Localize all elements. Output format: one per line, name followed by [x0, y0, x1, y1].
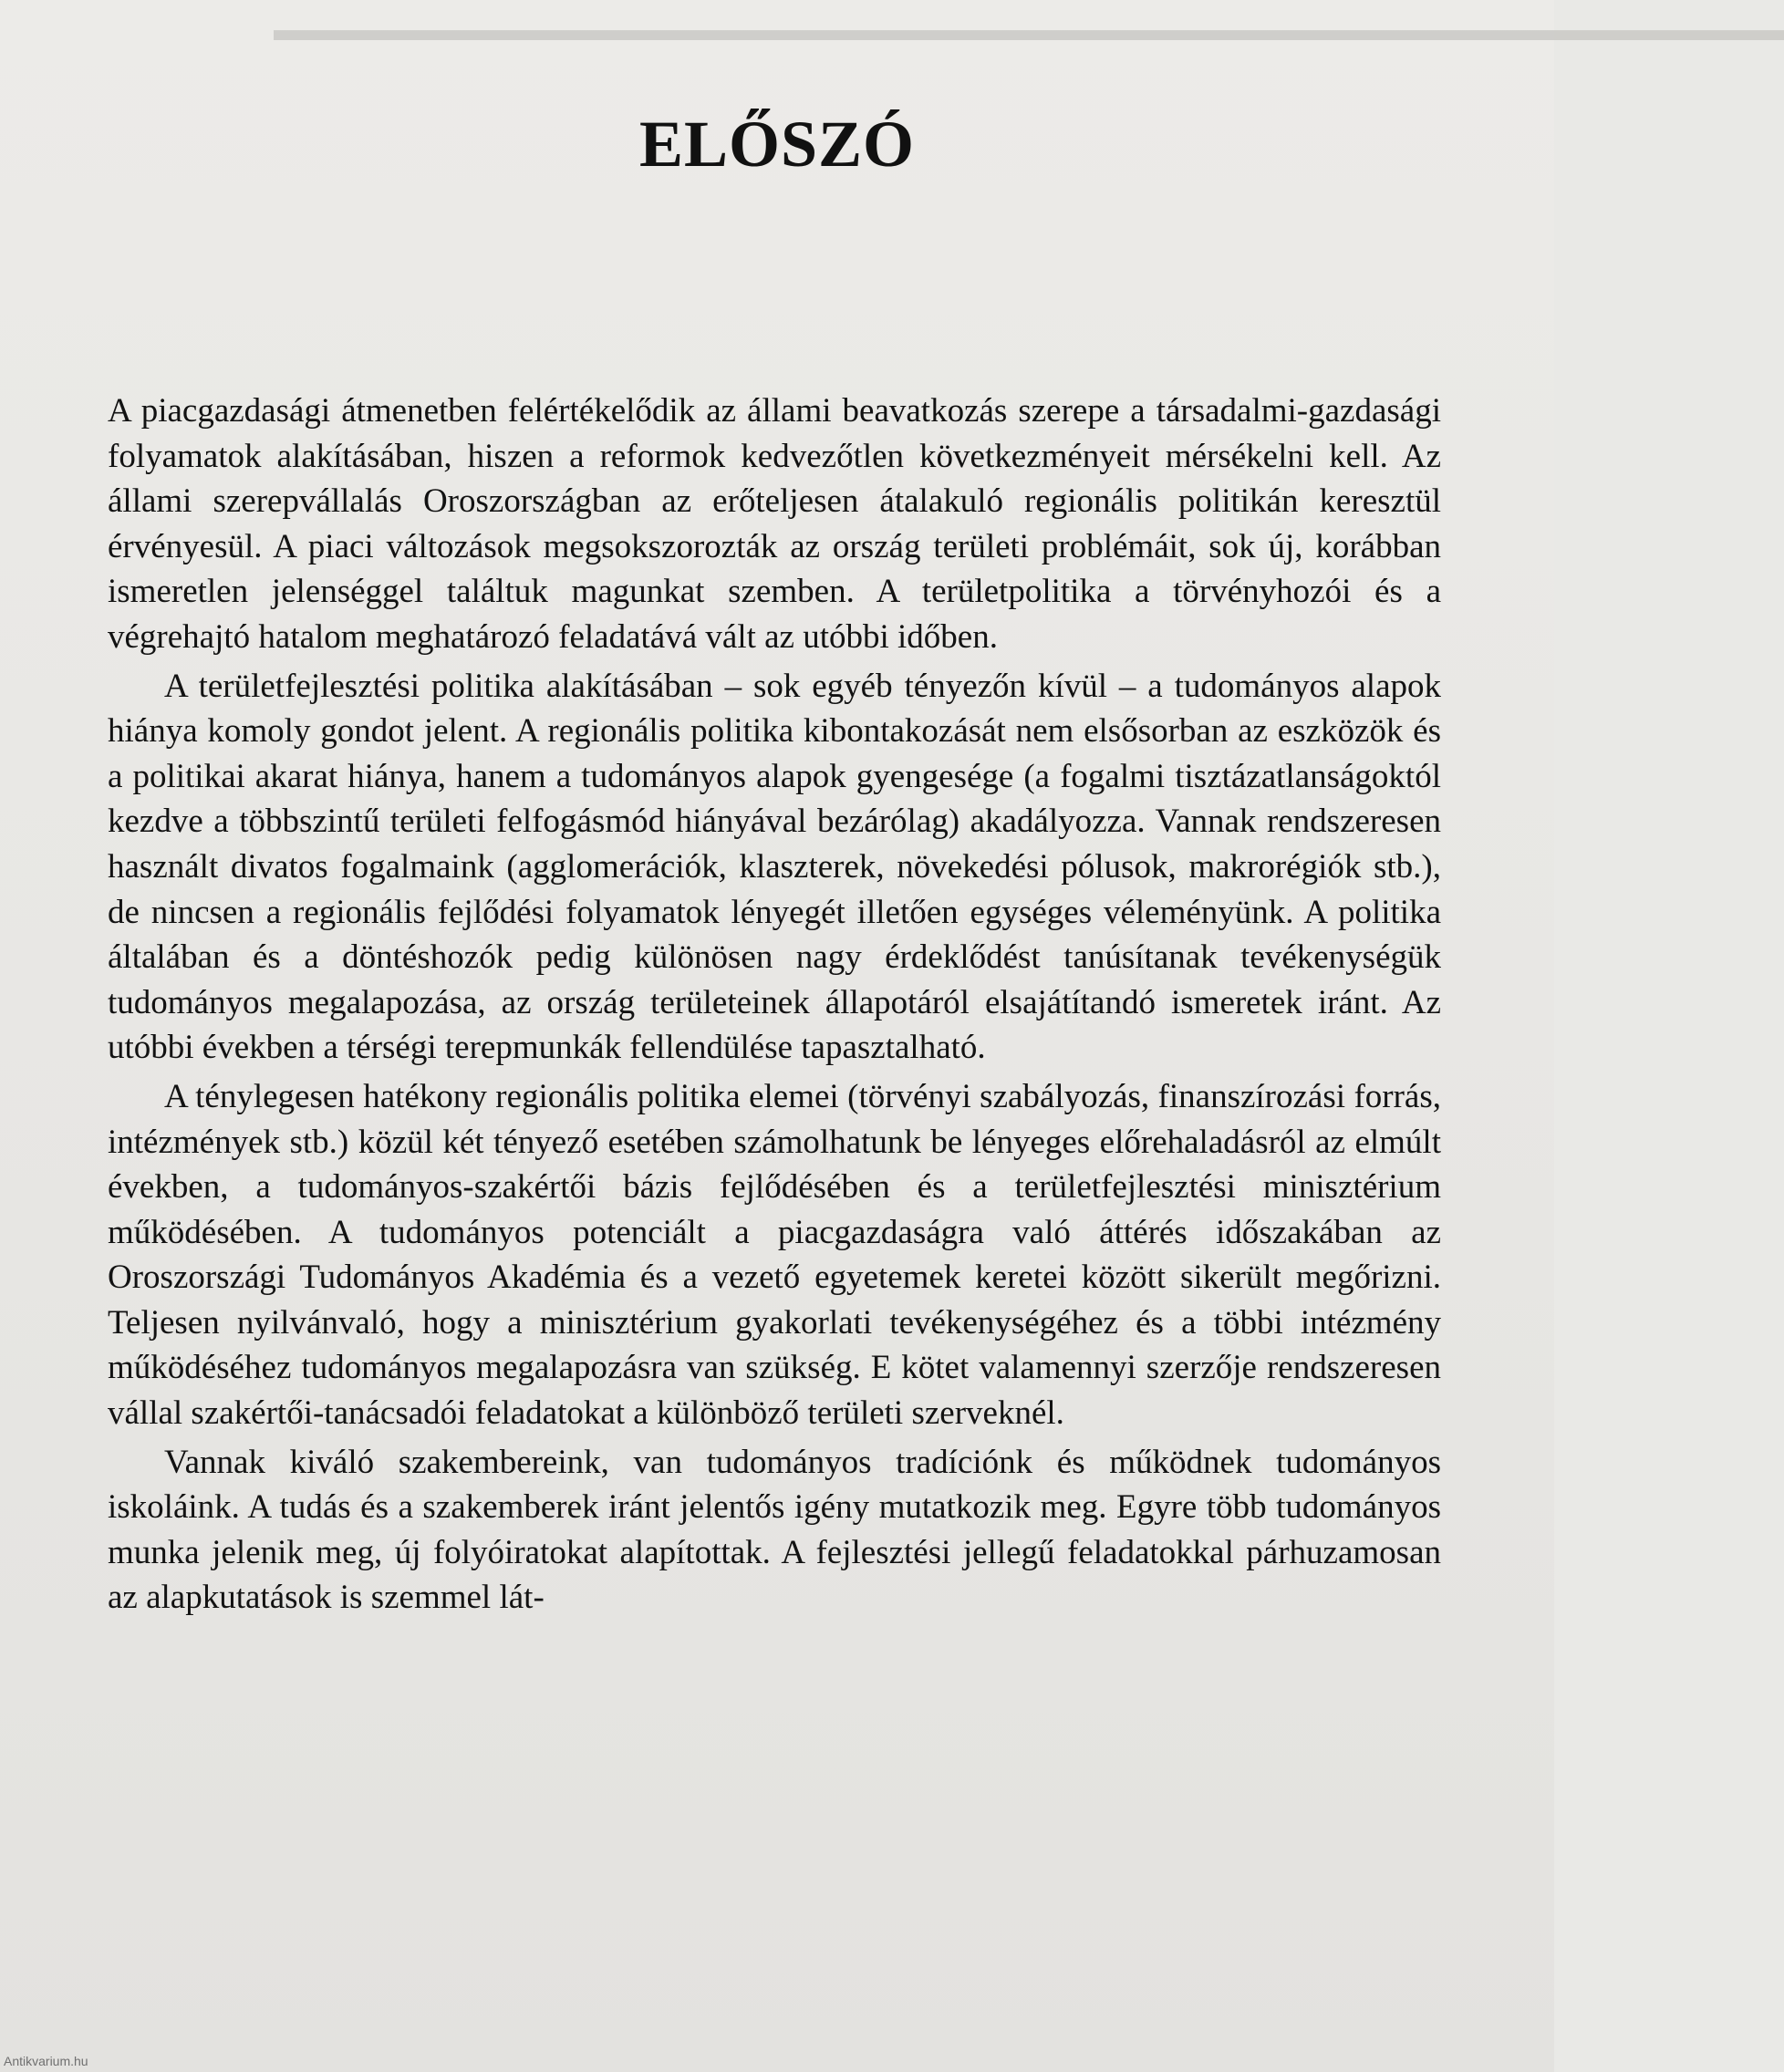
paragraph-4: Vannak kiváló szakembereink, van tudományos tradíciónk és működnek tudományos iskoláink. A tudás és a szakemberek iránt jelentős igény mutatkozik meg. Egyre több tudományos munka jelenik meg, új folyóiratokat alapítottak. A fejlesztési jellegű feladatokkal párhuzamosan az alapkutatások is szemmel lát-: [108, 1443, 1441, 1617]
body-text: [108, 388, 1441, 1624]
paragraph-2: A területfejlesztési politika alakításában – sok egyéb tényezőn kívül – a tudományos alapok hiánya komoly gondot jelent. A regionális politika kibontakozását nem elsősorban az eszközök és a politikai akarat hiánya, hanem a tudományos alapok gyengesége (a fogalmi tisztázatlanságoktól kezdve a többszintű területi felfogásmód hiányával bezárólag) akadályozza. Vannak rendszeresen használt divatos fogalmaink (agglomerációk, klaszterek, növekedési pólusok, makrorégiók stb.), de nincsen a regionális fejlődési folyamatok lényegét illetően egységes véleményünk. A politika általában és a döntéshozók pedig különösen nagy érdeklődést tanúsítanak tevékenységük tudományos megalapozása, az ország területeinek állapotáról elsajátítandó ismeretek iránt. Az utóbbi években a térségi terepmunkák fellendülése tapasztalható.: [108, 667, 1441, 1067]
paragraph-1: A piacgazdasági átmenetben felértékelődik az állami beavatkozás szerepe a társadalmi-gazdasági folyamatok alakításában, hiszen a reformok kedvezőtlen következményeit mérsékelni kell. Az állami szerepvállalás Oroszországban az erőteljesen átalakuló regionális politikán keresztül érvényesül. A piaci változások megsokszorozták az ország területi problémáit, sok új, korábban ismeretlen jelenséggel találtuk magunkat szemben. A területpolitika a törvényhozói és a végrehajtó hatalom meghatározó feladatává vált az utóbbi időben.: [108, 392, 1441, 656]
watermark: Antikvarium.hu: [4, 2054, 88, 2068]
page-title: ELŐSZÓ: [638, 108, 916, 181]
paragraph-3: A ténylegesen hatékony regionális politika elemei (törvényi szabályozás, finanszírozási forrás, intézmények stb.) közül két tényező esetében számolhatunk be lényeges előrehaladásról az elmúlt években, a tudományos-szakértői bázis fejlődésében és a területfejlesztési minisztérium működésében. A tudományos potenciált a piacgazdaságra való áttérés időszakában az Oroszországi Tudományos Akadémia és a vezető egyetemek keretei között sikerült megőrizni. Teljesen nyilvánvaló, hogy a minisztérium gyakorlati tevékenységéhez és a többi intézmény működéséhez tudományos megalapozásra van szükség. E kötet valamennyi szerzője rendszeresen vállal szakértői-tanácsadói feladatokat a különböző területi szerveknél.: [108, 1077, 1441, 1433]
bleed-through-shadow: ▬▬▬▬▬▬▬▬▬▬▬▬▬▬▬▬▬▬▬▬▬▬▬▬▬▬▬▬▬▬▬▬▬▬▬▬▬▬▬▬▬▬▬▬▬▬: [274, 11, 1784, 47]
